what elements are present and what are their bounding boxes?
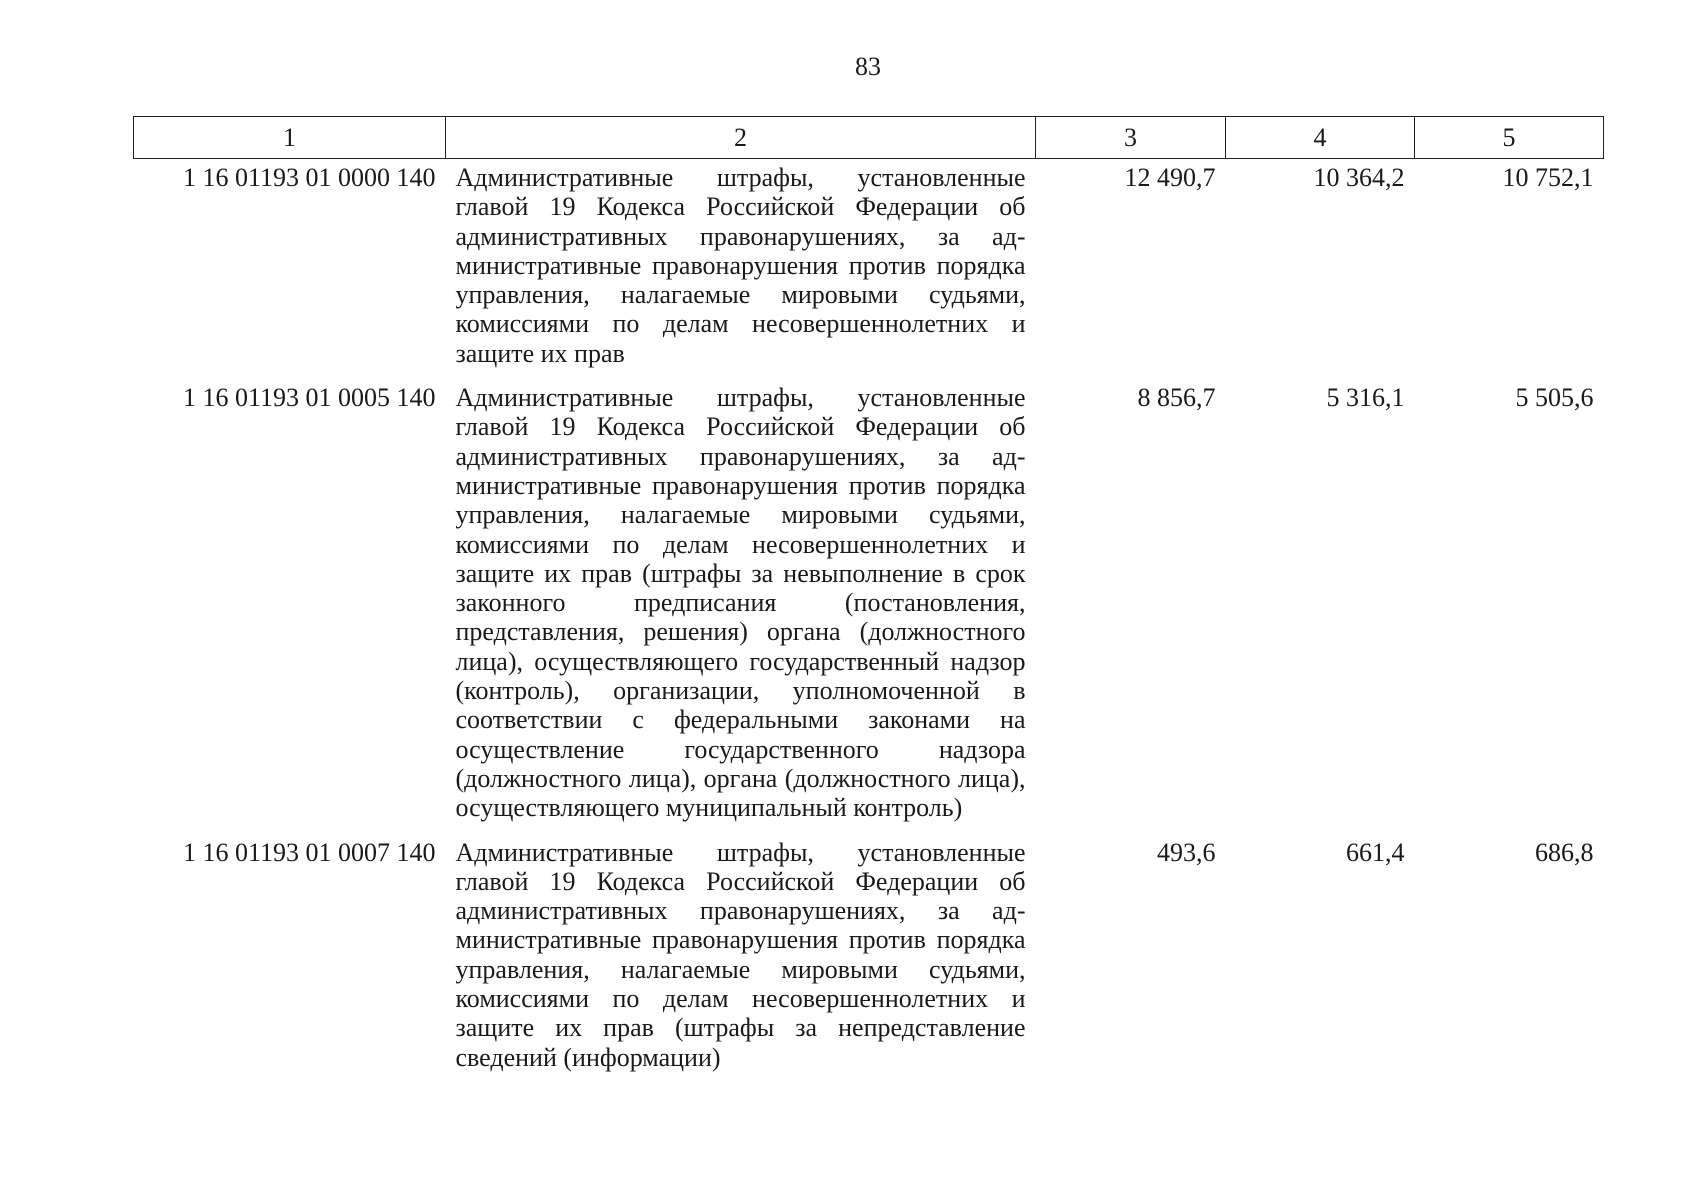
column-header-5: 5	[1415, 117, 1604, 159]
value-col5: 686,8	[1535, 837, 1594, 867]
column-header-2: 2	[446, 117, 1036, 159]
budget-code: 1 16 01193 01 0000 140	[182, 163, 436, 192]
item-description: Административные штрафы, установленные главой 19 Кодекса Российской Федерации об административных правонарушениях, за административные правонарушения против порядка управления, налагаемые мировыми судьями, комиссиями по делам несовершеннолетних и защите их прав (штрафы за непредставление сведений (информации)	[455, 837, 1026, 1072]
value-col4: 10 364,2	[1313, 163, 1405, 192]
column-header-3: 3	[1036, 117, 1226, 159]
budget-code: 1 16 01193 01 0007 140	[182, 837, 436, 867]
header-row	[134, 117, 1604, 159]
column-header-1: 1	[134, 117, 446, 159]
table-row	[134, 159, 1604, 380]
value-col3: 8 856,7	[1137, 383, 1216, 413]
table-row	[134, 379, 1604, 833]
item-description: Административные штрафы, установленные главой 19 Кодекса Российской Федерации об административных правонарушениях, за административные правонарушения против порядка управления, налагаемые мировыми судьями, комиссиями по делам несовершеннолетних и защите их прав (штрафы за невыполнение в срок законного предписания (постановления, представления, решения) органа (должностного лица), осуществляющего государственный надзор (контроль), организации, уполномоченной в соответствии с федеральными законами на осуществление государственного надзора (должностного лица), органа (должностного лица), осуществляющего муниципальный контроль)	[455, 383, 1026, 823]
value-col4: 5 316,1	[1326, 383, 1405, 413]
table-row	[134, 834, 1604, 1083]
budget-table	[133, 116, 1604, 1083]
value-col3: 12 490,7	[1124, 163, 1216, 192]
table-header	[134, 117, 1604, 159]
budget-code: 1 16 01193 01 0005 140	[182, 383, 436, 413]
value-col5: 10 752,1	[1502, 163, 1594, 192]
page-number: 83	[855, 52, 881, 81]
column-header-4: 4	[1226, 117, 1415, 159]
value-col4: 661,4	[1346, 837, 1405, 867]
table-body	[134, 159, 1604, 1083]
value-col5: 5 505,6	[1515, 383, 1594, 413]
value-col3: 493,6	[1157, 837, 1216, 867]
item-description: Административные штрафы, установленные главой 19 Кодекса Российской Федерации об административных правонарушениях, за административные правонарушения против порядка управления, налагаемые мировыми судьями, комиссиями по делам несовершеннолетних и защите их прав	[455, 163, 1026, 368]
